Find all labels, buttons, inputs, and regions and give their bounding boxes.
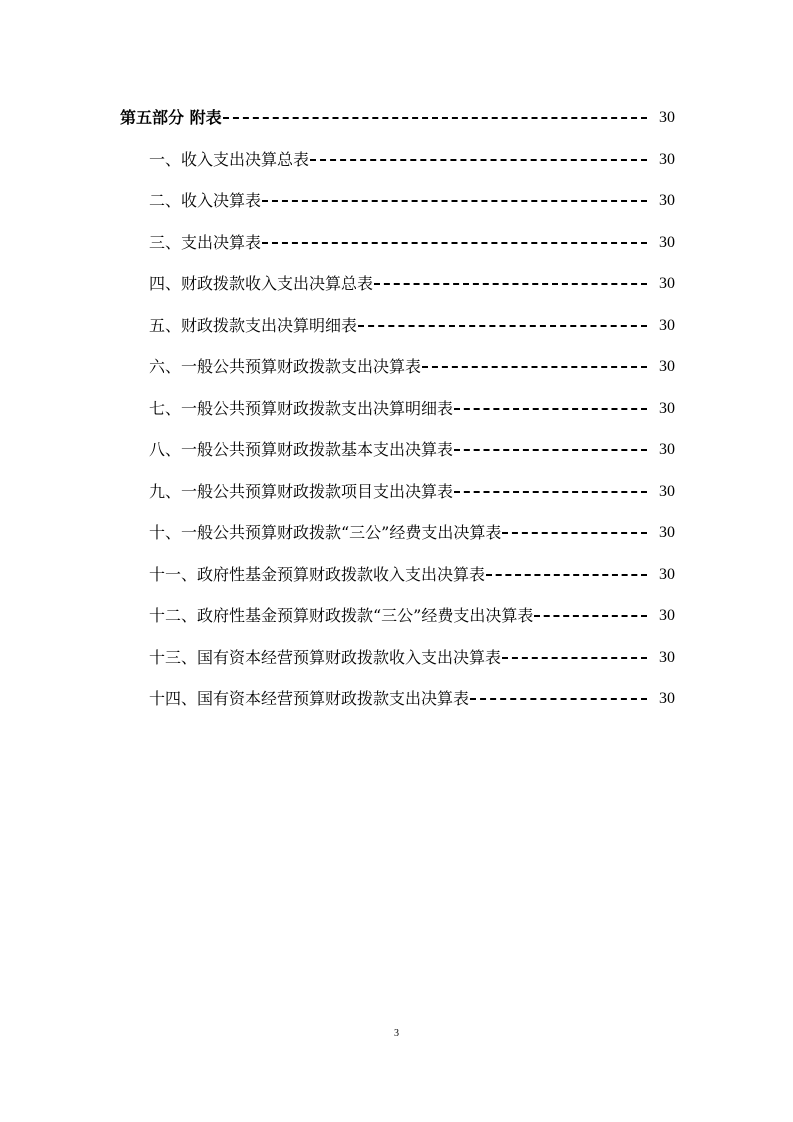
toc-item[interactable] — [149, 148, 675, 172]
toc-leader — [486, 563, 647, 587]
toc-item-label: 六、一般公共预算财政拨款支出决算表 — [149, 357, 422, 376]
toc-page-number: 30 — [659, 317, 675, 334]
toc-leader — [223, 106, 647, 130]
toc-item[interactable] — [149, 687, 675, 711]
toc-page-number: 30 — [659, 607, 675, 624]
toc-leader — [502, 521, 647, 545]
toc-leader — [310, 148, 647, 172]
toc-leader — [374, 272, 647, 296]
toc-leader — [470, 687, 647, 711]
toc-leader — [262, 189, 647, 213]
toc-page-number: 30 — [659, 524, 675, 541]
toc-item[interactable] — [149, 397, 675, 421]
toc-page-number: 30 — [659, 566, 675, 583]
page-number: 3 — [394, 1028, 399, 1039]
toc-item[interactable] — [149, 563, 675, 587]
toc-item-label: 五、财政拨款支出决算明细表 — [149, 316, 358, 335]
toc-page-number: 30 — [659, 690, 675, 707]
toc-page-number: 30 — [659, 275, 675, 292]
toc-item-label: 十、一般公共预算财政拨款“三公”经费支出决算表 — [149, 523, 502, 542]
toc-item-label: 十四、国有资本经营预算财政拨款支出决算表 — [149, 689, 470, 708]
toc-leader — [358, 314, 647, 338]
toc-item[interactable] — [149, 646, 675, 670]
toc-item[interactable] — [149, 231, 675, 255]
toc-leader — [422, 355, 647, 379]
toc-item-label: 八、一般公共预算财政拨款基本支出决算表 — [149, 440, 454, 459]
toc-leader — [262, 231, 647, 255]
toc-item[interactable] — [149, 438, 675, 462]
toc-page-number: 30 — [659, 109, 675, 126]
toc-page-number: 30 — [659, 649, 675, 666]
toc-page-number: 30 — [659, 151, 675, 168]
toc-page-number: 30 — [659, 358, 675, 375]
toc-item[interactable] — [149, 521, 675, 545]
toc-page-number: 30 — [659, 400, 675, 417]
toc-item[interactable] — [149, 604, 675, 628]
toc-page-number: 30 — [659, 441, 675, 458]
toc-page-number: 30 — [659, 234, 675, 251]
toc-item-label: 九、一般公共预算财政拨款项目支出决算表 — [149, 482, 454, 501]
toc-heading[interactable] — [120, 106, 675, 130]
toc-item-label: 十二、政府性基金预算财政拨款“三公”经费支出决算表 — [149, 606, 534, 625]
toc-item-label: 十一、政府性基金预算财政拨款收入支出决算表 — [149, 565, 486, 584]
toc-item[interactable] — [149, 189, 675, 213]
toc-item-label: 二、收入决算表 — [149, 191, 262, 210]
toc-item-label: 七、一般公共预算财政拨款支出决算明细表 — [149, 399, 454, 418]
toc-page-number: 30 — [659, 483, 675, 500]
toc-item-label: 四、财政拨款收入支出决算总表 — [149, 274, 374, 293]
toc-item[interactable] — [149, 355, 675, 379]
toc-item-label: 十三、国有资本经营预算财政拨款收入支出决算表 — [149, 648, 502, 667]
toc-item[interactable] — [149, 272, 675, 296]
toc-leader — [534, 604, 647, 628]
toc-leader — [502, 646, 647, 670]
toc-item-label: 三、支出决算表 — [149, 233, 262, 252]
toc-leader — [454, 480, 647, 504]
toc-item[interactable] — [149, 314, 675, 338]
toc-page-number: 30 — [659, 192, 675, 209]
toc-leader — [454, 438, 647, 462]
toc-leader — [454, 397, 647, 421]
toc-item-label: 一、收入支出决算总表 — [149, 150, 310, 169]
toc-heading-label: 第五部分 附表 — [120, 108, 222, 127]
toc-item[interactable] — [149, 480, 675, 504]
